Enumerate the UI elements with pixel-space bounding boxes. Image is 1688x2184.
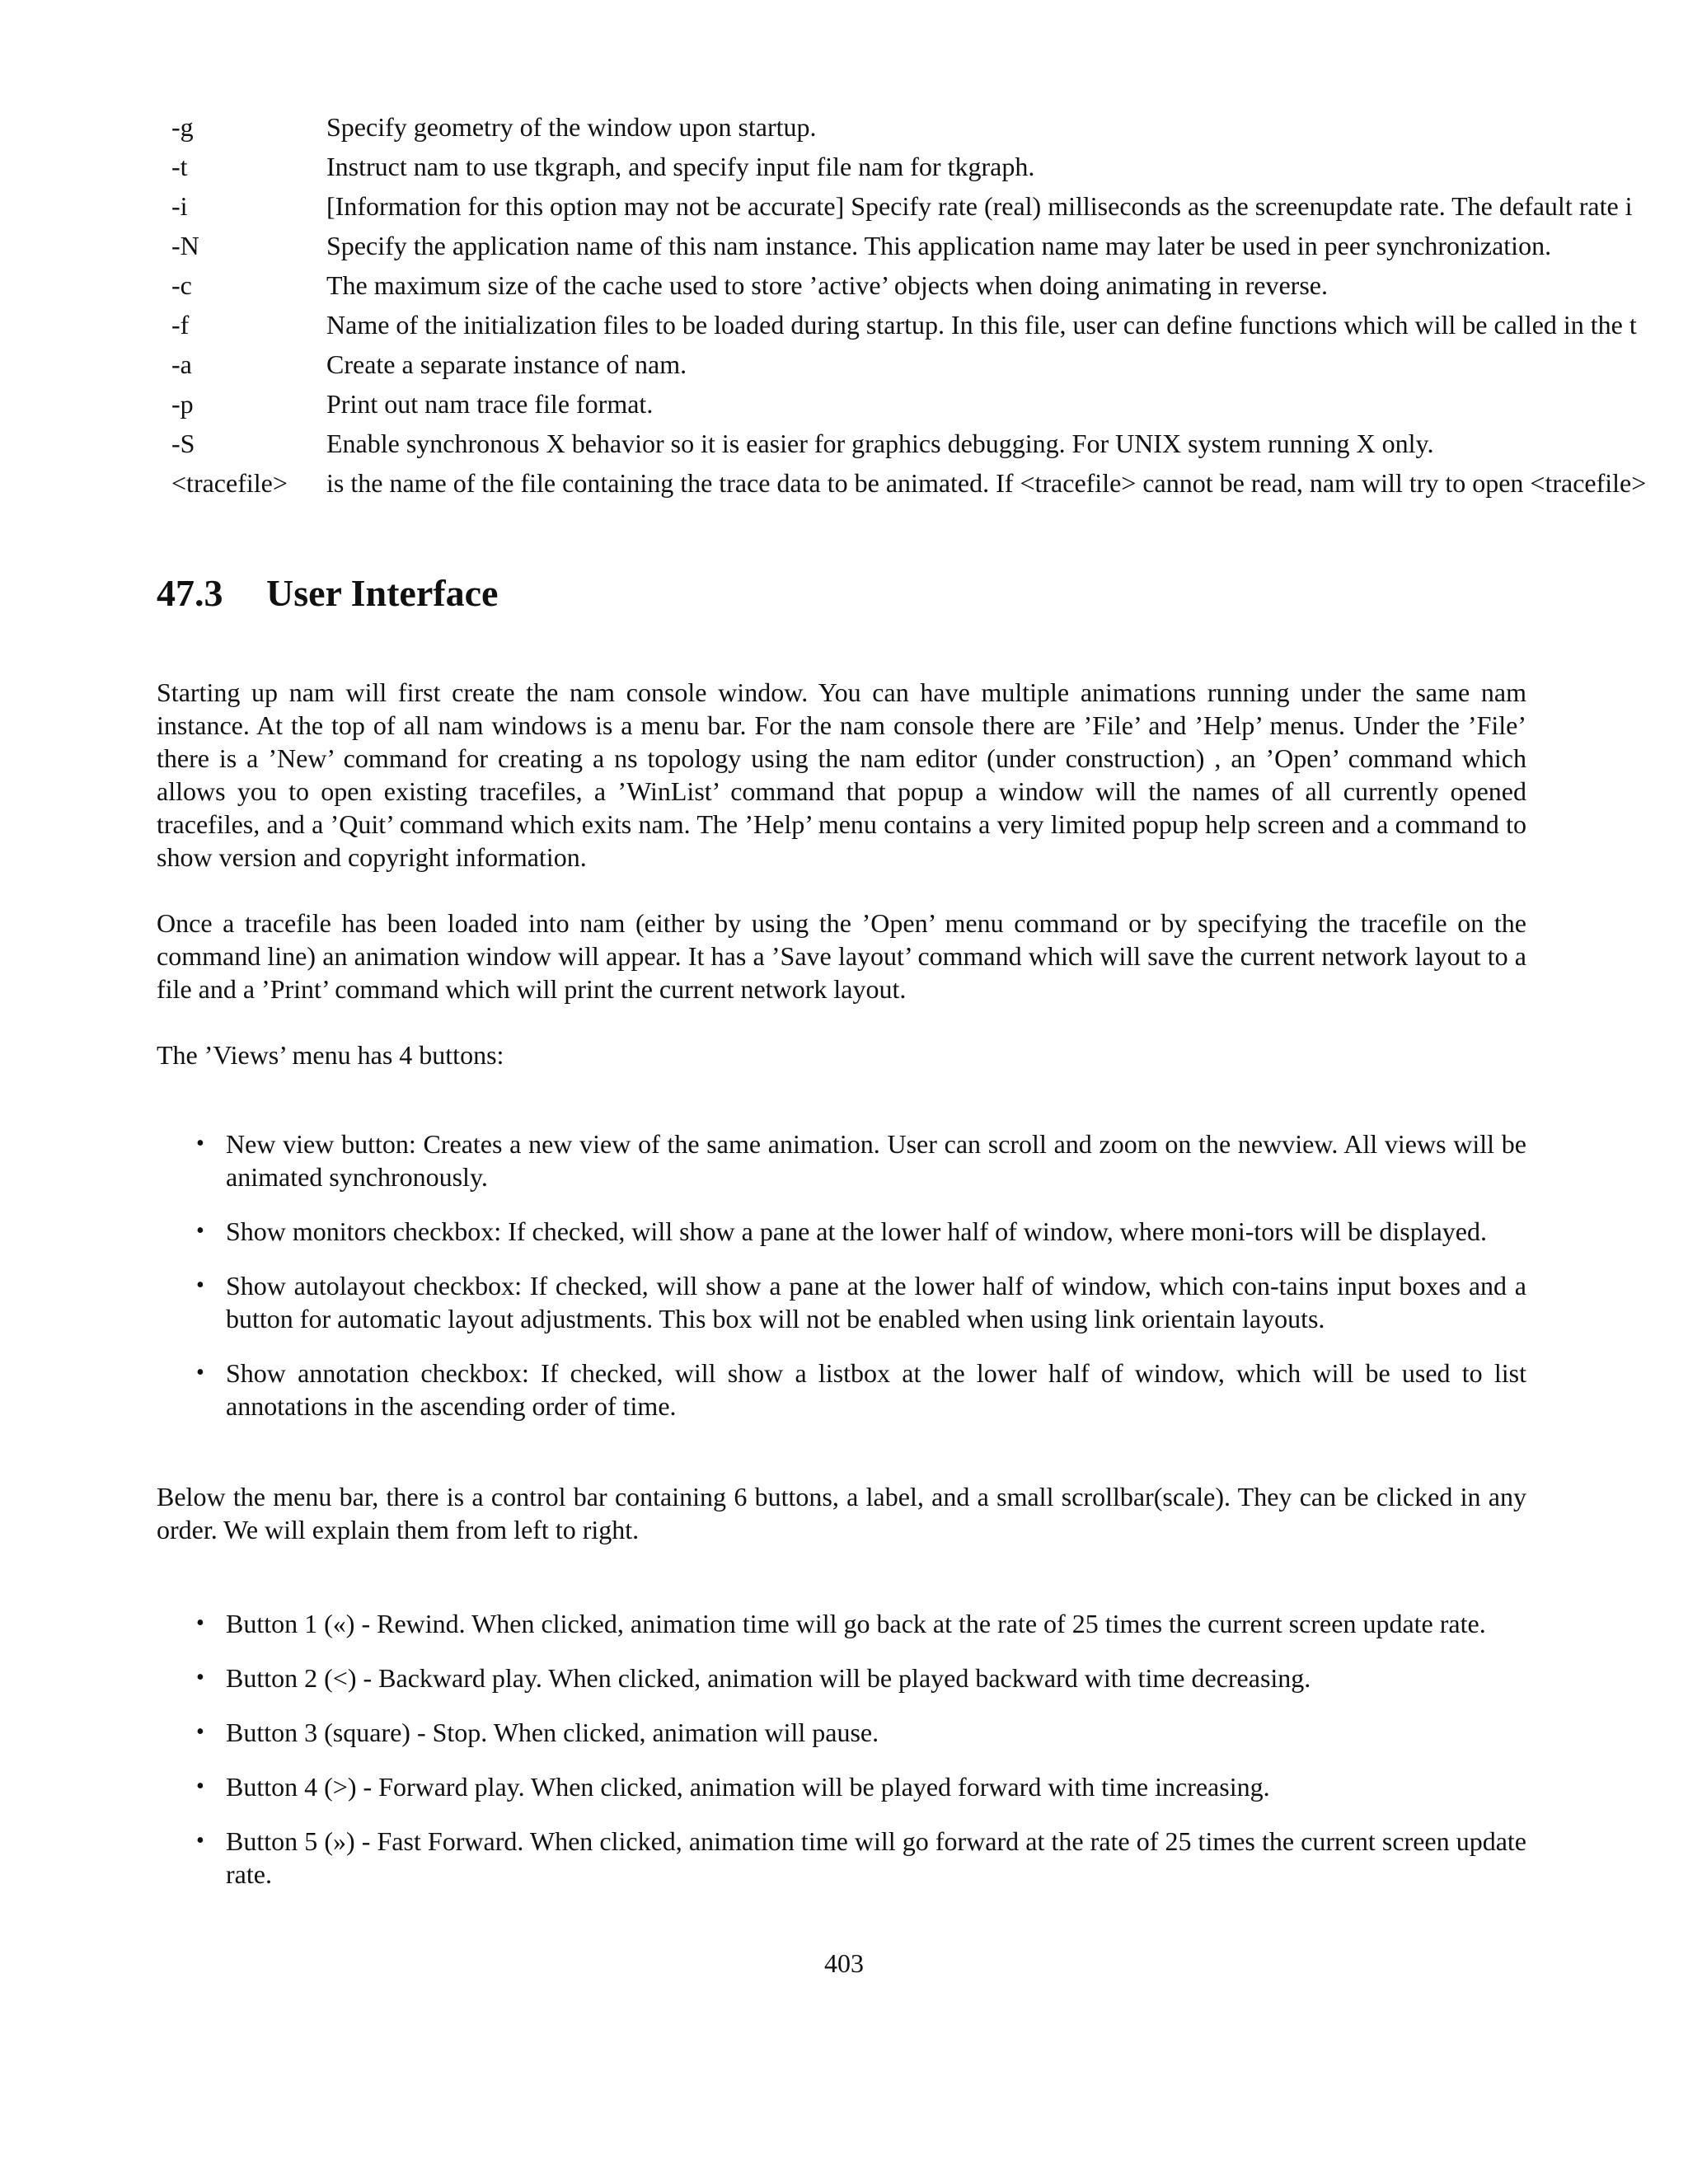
- option-flag: -N: [171, 231, 199, 260]
- list-item-text: New view button: Creates a new view of the same animation. User can scroll and zoom on the newview. All views will be animated synchronously.: [226, 1129, 1526, 1192]
- list-item-text: Button 5 (») - Fast Forward. When clicked, animation time will go forward at the rate of 25 times the current screen update rate.: [226, 1826, 1526, 1889]
- option-row: [171, 305, 1688, 344]
- section-heading: [157, 569, 498, 618]
- list-item: [157, 1269, 1526, 1335]
- option-flag: -p: [171, 389, 194, 419]
- option-row: [171, 107, 1688, 147]
- list-item: [157, 1716, 1526, 1749]
- paragraph-animation-window: Once a tracefile has been loaded into nam (either by using the ’Open’ menu command or by specifying the tracefile on the command line) an animation window will appear. It has a ’Save layout’ command which will save the current network layout to a file and a ’Print’ command which will print the current network layout.: [157, 908, 1526, 1004]
- option-flag: -f: [171, 310, 190, 340]
- option-flag: <tracefile>: [171, 468, 288, 498]
- bullet-glyph: •: [196, 1774, 204, 1799]
- option-description: [Information for this option may not be accurate] Specify rate (real) milliseconds as the screenupdate rate. The default rate i: [326, 191, 1633, 221]
- list-item-text: Button 2 (<) - Backward play. When clicked, animation will be played backward with time decreasing.: [226, 1663, 1311, 1693]
- paragraph-control-bar: Below the menu bar, there is a control bar containing 6 buttons, a label, and a small scrollbar(scale). They can be clicked in any order. We will explain them from left to right.: [157, 1482, 1526, 1544]
- paragraph-block: [157, 907, 1526, 1005]
- control-buttons-list: [157, 1607, 1526, 1891]
- list-item-text: Button 1 («) - Rewind. When clicked, animation time will go back at the rate of 25 times the current screen update rate.: [226, 1609, 1486, 1638]
- option-description: Create a separate instance of nam.: [326, 349, 687, 379]
- option-row: [171, 186, 1688, 226]
- option-row: [171, 463, 1688, 503]
- option-description: Specify geometry of the window upon startup.: [326, 112, 817, 142]
- bullet-glyph: •: [196, 1218, 204, 1244]
- list-item: [157, 1825, 1526, 1891]
- option-row: [171, 424, 1688, 463]
- option-row: [171, 147, 1688, 186]
- list-item: [157, 1357, 1526, 1422]
- option-row: [171, 265, 1688, 305]
- list-item-text: Button 4 (>) - Forward play. When clicked, animation will be played forward with time increasing.: [226, 1772, 1270, 1802]
- option-description: Specify the application name of this nam instance. This application name may later be used in peer synchronization.: [326, 231, 1552, 260]
- bullet-glyph: •: [196, 1360, 204, 1385]
- list-item: [157, 1215, 1526, 1248]
- paragraph-console-window: Starting up nam will first create the nam console window. You can have multiple animations running under the same nam instance. At the top of all nam windows is a menu bar. For the nam console there are ’File’ and ’Help’ menus. Under the ’File’ there is a ’New’ command for creating a ns topology using the nam editor (under construction) , an ’Open’ command which allows you to open existing tracefiles, a ’WinList’ command that popup a window will the names of all currently opened tracefiles, and a ’Quit’ command which exits nam. The ’Help’ menu contains a very limited popup help screen and a command to show version and copyright information.: [157, 677, 1526, 872]
- views-menu-list: [157, 1127, 1526, 1422]
- paragraph-block: [157, 676, 1526, 874]
- list-item-text: Button 3 (square) - Stop. When clicked, animation will pause.: [226, 1718, 879, 1747]
- option-description: Name of the initialization files to be loaded during startup. In this file, user can define functions which will be called in the t: [326, 310, 1637, 340]
- bullet-glyph: •: [196, 1719, 204, 1745]
- option-row: [171, 344, 1688, 384]
- option-row: [171, 384, 1688, 424]
- option-flag: -i: [171, 191, 188, 221]
- option-row: [171, 226, 1688, 265]
- list-item: [157, 1607, 1526, 1640]
- option-description: is the name of the file containing the trace data to be animated. If <tracefile> cannot be read, nam will try to open <tracefile>: [326, 468, 1647, 498]
- list-item: [157, 1127, 1526, 1193]
- paragraph-block: [157, 1480, 1526, 1546]
- paragraph-views-menu: The ’Views’ menu has 4 buttons:: [157, 1040, 504, 1070]
- option-table: [171, 107, 1688, 503]
- option-description: Enable synchronous X behavior so it is easier for graphics debugging. For UNIX system running X only.: [326, 429, 1434, 458]
- option-flag: -t: [171, 152, 188, 181]
- section-number: 47.3: [157, 572, 223, 614]
- list-item-text: Show autolayout checkbox: If checked, will show a pane at the lower half of window, which con-tains input boxes and a button for automatic layout adjustments. This box will not be enabled when using link orientain layouts.: [226, 1271, 1526, 1333]
- bullet-glyph: •: [196, 1610, 204, 1636]
- option-description: Print out nam trace file format.: [326, 389, 654, 419]
- paragraph-block: [157, 1038, 1526, 1071]
- list-item-text: Show annotation checkbox: If checked, will show a listbox at the lower half of window, which will be used to list annotations in the ascending order of time.: [226, 1358, 1526, 1421]
- section-title: User Interface: [266, 572, 499, 614]
- list-item: [157, 1770, 1526, 1803]
- option-flag: -S: [171, 429, 195, 458]
- bullet-glyph: •: [196, 1828, 204, 1854]
- list-item-text: Show monitors checkbox: If checked, will show a pane at the lower half of window, where moni-tors will be displayed.: [226, 1216, 1487, 1246]
- option-flag: -a: [171, 349, 192, 379]
- bullet-glyph: •: [196, 1131, 204, 1156]
- option-description: Instruct nam to use tkgraph, and specify input file nam for tkgraph.: [326, 152, 1035, 181]
- option-flag: -c: [171, 270, 192, 300]
- list-item: [157, 1661, 1526, 1694]
- option-flag: -g: [171, 112, 194, 142]
- option-description: The maximum size of the cache used to store ’active’ objects when doing animating in reverse.: [326, 270, 1328, 300]
- page-number: 403: [824, 1948, 864, 1978]
- bullet-glyph: •: [196, 1272, 204, 1298]
- bullet-glyph: •: [196, 1665, 204, 1690]
